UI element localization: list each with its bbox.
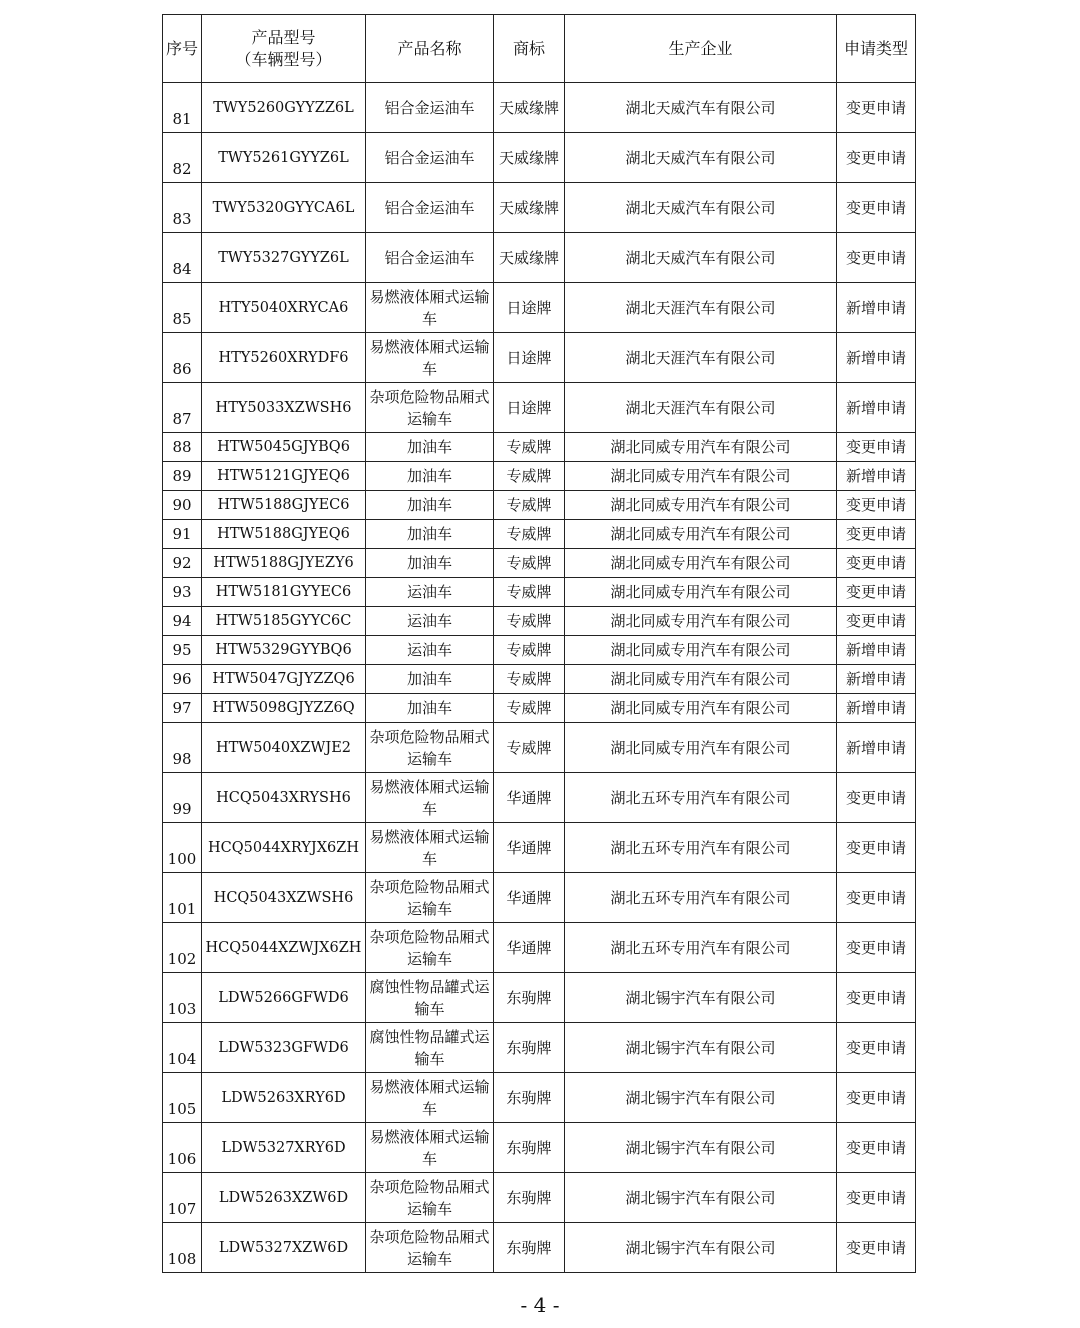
row-seq: 104	[163, 1023, 202, 1073]
row-model: HTW5185GYYC6C	[202, 607, 366, 636]
row-application-type: 变更申请	[837, 549, 916, 578]
row-brand: 东驹牌	[494, 1073, 565, 1123]
header-seq: 序号	[163, 15, 202, 83]
row-company: 湖北同威专用汽车有限公司	[565, 723, 837, 773]
row-brand: 东驹牌	[494, 1123, 565, 1173]
header-model-line2: （车辆型号）	[235, 49, 332, 69]
row-seq: 106	[163, 1123, 202, 1173]
table-row	[163, 83, 916, 133]
row-brand: 专威牌	[494, 578, 565, 607]
row-company: 湖北同威专用汽车有限公司	[565, 520, 837, 549]
row-application-type: 变更申请	[837, 433, 916, 462]
row-model: LDW5327XRY6D	[202, 1123, 366, 1173]
row-seq: 103	[163, 973, 202, 1023]
row-application-type: 变更申请	[837, 183, 916, 233]
table-row	[163, 1023, 916, 1073]
table-row	[163, 1223, 916, 1273]
row-company: 湖北天涯汽车有限公司	[565, 333, 837, 383]
row-model: HCQ5044XZWJX6ZH	[202, 923, 366, 973]
table-row	[163, 694, 916, 723]
table-row	[163, 233, 916, 283]
row-product-name: 易燃液体厢式运输车	[366, 1123, 494, 1173]
row-company: 湖北天威汽车有限公司	[565, 83, 837, 133]
row-seq: 95	[163, 636, 202, 665]
row-company: 湖北锡宇汽车有限公司	[565, 1073, 837, 1123]
row-company: 湖北五环专用汽车有限公司	[565, 923, 837, 973]
row-model: HTY5033XZWSH6	[202, 383, 366, 433]
row-application-type: 变更申请	[837, 823, 916, 873]
row-company: 湖北同威专用汽车有限公司	[565, 433, 837, 462]
row-seq: 84	[163, 233, 202, 283]
row-application-type: 新增申请	[837, 383, 916, 433]
row-brand: 天威缘牌	[494, 83, 565, 133]
row-product-name: 铝合金运油车	[366, 233, 494, 283]
row-brand: 专威牌	[494, 491, 565, 520]
row-company: 湖北天威汽车有限公司	[565, 183, 837, 233]
row-brand: 华通牌	[494, 873, 565, 923]
row-product-name: 腐蚀性物品罐式运输车	[366, 973, 494, 1023]
row-model: TWY5260GYYZZ6L	[202, 83, 366, 133]
table-row	[163, 133, 916, 183]
row-product-name: 杂项危险物品厢式运输车	[366, 1223, 494, 1273]
row-product-name: 加油车	[366, 549, 494, 578]
row-application-type: 变更申请	[837, 520, 916, 549]
row-seq: 107	[163, 1173, 202, 1223]
table-row	[163, 923, 916, 973]
row-model: HTY5260XRYDF6	[202, 333, 366, 383]
row-brand: 天威缘牌	[494, 133, 565, 183]
row-company: 湖北同威专用汽车有限公司	[565, 578, 837, 607]
row-product-name: 易燃液体厢式运输车	[366, 1073, 494, 1123]
row-product-name: 加油车	[366, 520, 494, 549]
row-brand: 日途牌	[494, 383, 565, 433]
table-row	[163, 1173, 916, 1223]
row-seq: 87	[163, 383, 202, 433]
row-seq: 97	[163, 694, 202, 723]
row-brand: 专威牌	[494, 520, 565, 549]
page-number: - 4 -	[520, 1293, 560, 1317]
row-application-type: 新增申请	[837, 694, 916, 723]
header-company: 生产企业	[565, 15, 837, 83]
row-model: HTW5181GYYEC6	[202, 578, 366, 607]
row-seq: 92	[163, 549, 202, 578]
row-brand: 日途牌	[494, 283, 565, 333]
row-brand: 专威牌	[494, 723, 565, 773]
row-company: 湖北同威专用汽车有限公司	[565, 607, 837, 636]
row-product-name: 加油车	[366, 433, 494, 462]
table-row	[163, 433, 916, 462]
row-application-type: 变更申请	[837, 873, 916, 923]
row-model: HCQ5043XRYSH6	[202, 773, 366, 823]
row-seq: 85	[163, 283, 202, 333]
row-model: HTW5098GJYZZ6Q	[202, 694, 366, 723]
table-row	[163, 773, 916, 823]
row-company: 湖北同威专用汽车有限公司	[565, 636, 837, 665]
row-application-type: 变更申请	[837, 233, 916, 283]
row-application-type: 变更申请	[837, 773, 916, 823]
row-model: HTW5040XZWJE2	[202, 723, 366, 773]
row-model: HCQ5043XZWSH6	[202, 873, 366, 923]
row-product-name: 杂项危险物品厢式运输车	[366, 723, 494, 773]
header-model	[202, 15, 366, 83]
table-row	[163, 723, 916, 773]
row-application-type: 变更申请	[837, 973, 916, 1023]
row-brand: 专威牌	[494, 433, 565, 462]
header-name: 产品名称	[366, 15, 494, 83]
row-brand: 专威牌	[494, 549, 565, 578]
row-model: LDW5323GFWD6	[202, 1023, 366, 1073]
row-product-name: 铝合金运油车	[366, 83, 494, 133]
row-seq: 94	[163, 607, 202, 636]
table-header-row	[163, 15, 916, 83]
row-seq: 81	[163, 83, 202, 133]
row-product-name: 加油车	[366, 462, 494, 491]
row-seq: 90	[163, 491, 202, 520]
row-model: TWY5320GYYCA6L	[202, 183, 366, 233]
table-row	[163, 520, 916, 549]
row-application-type: 变更申请	[837, 923, 916, 973]
row-seq: 88	[163, 433, 202, 462]
row-company: 湖北同威专用汽车有限公司	[565, 665, 837, 694]
row-product-name: 铝合金运油车	[366, 183, 494, 233]
row-application-type: 新增申请	[837, 462, 916, 491]
row-application-type: 变更申请	[837, 1173, 916, 1223]
row-company: 湖北锡宇汽车有限公司	[565, 1173, 837, 1223]
row-model: HTW5329GYYBQ6	[202, 636, 366, 665]
row-model: HTW5047GJYZZQ6	[202, 665, 366, 694]
row-product-name: 易燃液体厢式运输车	[366, 333, 494, 383]
row-company: 湖北锡宇汽车有限公司	[565, 1123, 837, 1173]
row-model: TWY5261GYYZ6L	[202, 133, 366, 183]
row-application-type: 变更申请	[837, 1023, 916, 1073]
row-company: 湖北同威专用汽车有限公司	[565, 462, 837, 491]
row-product-name: 腐蚀性物品罐式运输车	[366, 1023, 494, 1073]
row-application-type: 变更申请	[837, 1123, 916, 1173]
row-company: 湖北天威汽车有限公司	[565, 133, 837, 183]
row-company: 湖北天威汽车有限公司	[565, 233, 837, 283]
row-model: LDW5263XRY6D	[202, 1073, 366, 1123]
row-seq: 93	[163, 578, 202, 607]
table-row	[163, 183, 916, 233]
row-seq: 86	[163, 333, 202, 383]
row-seq: 98	[163, 723, 202, 773]
header-brand: 商标	[494, 15, 565, 83]
table-row	[163, 607, 916, 636]
table-row	[163, 873, 916, 923]
table-row	[163, 462, 916, 491]
row-company: 湖北锡宇汽车有限公司	[565, 973, 837, 1023]
row-application-type: 新增申请	[837, 665, 916, 694]
row-company: 湖北天涯汽车有限公司	[565, 283, 837, 333]
row-seq: 91	[163, 520, 202, 549]
row-brand: 专威牌	[494, 694, 565, 723]
table-row	[163, 491, 916, 520]
row-product-name: 加油车	[366, 491, 494, 520]
row-application-type: 变更申请	[837, 133, 916, 183]
row-product-name: 易燃液体厢式运输车	[366, 773, 494, 823]
row-seq: 102	[163, 923, 202, 973]
row-company: 湖北锡宇汽车有限公司	[565, 1223, 837, 1273]
row-model: HCQ5044XRYJX6ZH	[202, 823, 366, 873]
row-product-name: 铝合金运油车	[366, 133, 494, 183]
row-brand: 东驹牌	[494, 1023, 565, 1073]
table-row	[163, 665, 916, 694]
table-row	[163, 383, 916, 433]
row-company: 湖北五环专用汽车有限公司	[565, 773, 837, 823]
vehicle-product-table	[162, 14, 916, 1273]
row-brand: 专威牌	[494, 607, 565, 636]
row-application-type: 新增申请	[837, 283, 916, 333]
row-product-name: 杂项危险物品厢式运输车	[366, 1173, 494, 1223]
row-seq: 99	[163, 773, 202, 823]
table-row	[163, 1073, 916, 1123]
row-brand: 华通牌	[494, 773, 565, 823]
row-brand: 天威缘牌	[494, 183, 565, 233]
row-product-name: 加油车	[366, 694, 494, 723]
row-application-type: 新增申请	[837, 333, 916, 383]
row-brand: 东驹牌	[494, 1223, 565, 1273]
row-brand: 专威牌	[494, 636, 565, 665]
row-brand: 天威缘牌	[494, 233, 565, 283]
row-application-type: 新增申请	[837, 636, 916, 665]
row-application-type: 变更申请	[837, 491, 916, 520]
row-company: 湖北锡宇汽车有限公司	[565, 1023, 837, 1073]
row-product-name: 杂项危险物品厢式运输车	[366, 383, 494, 433]
row-model: LDW5263XZW6D	[202, 1173, 366, 1223]
row-brand: 专威牌	[494, 665, 565, 694]
row-seq: 101	[163, 873, 202, 923]
row-model: HTY5040XRYCA6	[202, 283, 366, 333]
row-brand: 华通牌	[494, 923, 565, 973]
header-model-line1: 产品型号	[251, 27, 316, 47]
row-application-type: 新增申请	[837, 723, 916, 773]
table-row	[163, 578, 916, 607]
row-product-name: 易燃液体厢式运输车	[366, 823, 494, 873]
row-brand: 华通牌	[494, 823, 565, 873]
row-application-type: 变更申请	[837, 578, 916, 607]
row-company: 湖北五环专用汽车有限公司	[565, 873, 837, 923]
row-product-name: 运油车	[366, 636, 494, 665]
row-brand: 日途牌	[494, 333, 565, 383]
row-seq: 105	[163, 1073, 202, 1123]
row-brand: 东驹牌	[494, 973, 565, 1023]
row-model: TWY5327GYYZ6L	[202, 233, 366, 283]
row-seq: 100	[163, 823, 202, 873]
row-brand: 东驹牌	[494, 1173, 565, 1223]
row-model: LDW5266GFWD6	[202, 973, 366, 1023]
table-row	[163, 636, 916, 665]
row-model: HTW5188GJYEZY6	[202, 549, 366, 578]
row-model: HTW5188GJYEC6	[202, 491, 366, 520]
row-product-name: 运油车	[366, 578, 494, 607]
row-seq: 82	[163, 133, 202, 183]
table-row	[163, 333, 916, 383]
row-company: 湖北同威专用汽车有限公司	[565, 549, 837, 578]
row-seq: 96	[163, 665, 202, 694]
row-product-name: 加油车	[366, 665, 494, 694]
row-company: 湖北同威专用汽车有限公司	[565, 694, 837, 723]
table-body	[163, 83, 916, 1273]
row-model: HTW5188GJYEQ6	[202, 520, 366, 549]
row-seq: 89	[163, 462, 202, 491]
header-type: 申请类型	[837, 15, 916, 83]
table-row	[163, 973, 916, 1023]
row-company: 湖北天涯汽车有限公司	[565, 383, 837, 433]
row-seq: 108	[163, 1223, 202, 1273]
row-company: 湖北五环专用汽车有限公司	[565, 823, 837, 873]
table-row	[163, 823, 916, 873]
row-application-type: 变更申请	[837, 1073, 916, 1123]
row-seq: 83	[163, 183, 202, 233]
row-product-name: 杂项危险物品厢式运输车	[366, 873, 494, 923]
table-row	[163, 549, 916, 578]
table-row	[163, 1123, 916, 1173]
row-application-type: 变更申请	[837, 83, 916, 133]
row-application-type: 变更申请	[837, 1223, 916, 1273]
row-product-name: 运油车	[366, 607, 494, 636]
row-model: HTW5045GJYBQ6	[202, 433, 366, 462]
row-product-name: 易燃液体厢式运输车	[366, 283, 494, 333]
row-company: 湖北同威专用汽车有限公司	[565, 491, 837, 520]
table-row	[163, 283, 916, 333]
row-application-type: 变更申请	[837, 607, 916, 636]
row-product-name: 杂项危险物品厢式运输车	[366, 923, 494, 973]
row-model: HTW5121GJYEQ6	[202, 462, 366, 491]
row-model: LDW5327XZW6D	[202, 1223, 366, 1273]
row-brand: 专威牌	[494, 462, 565, 491]
